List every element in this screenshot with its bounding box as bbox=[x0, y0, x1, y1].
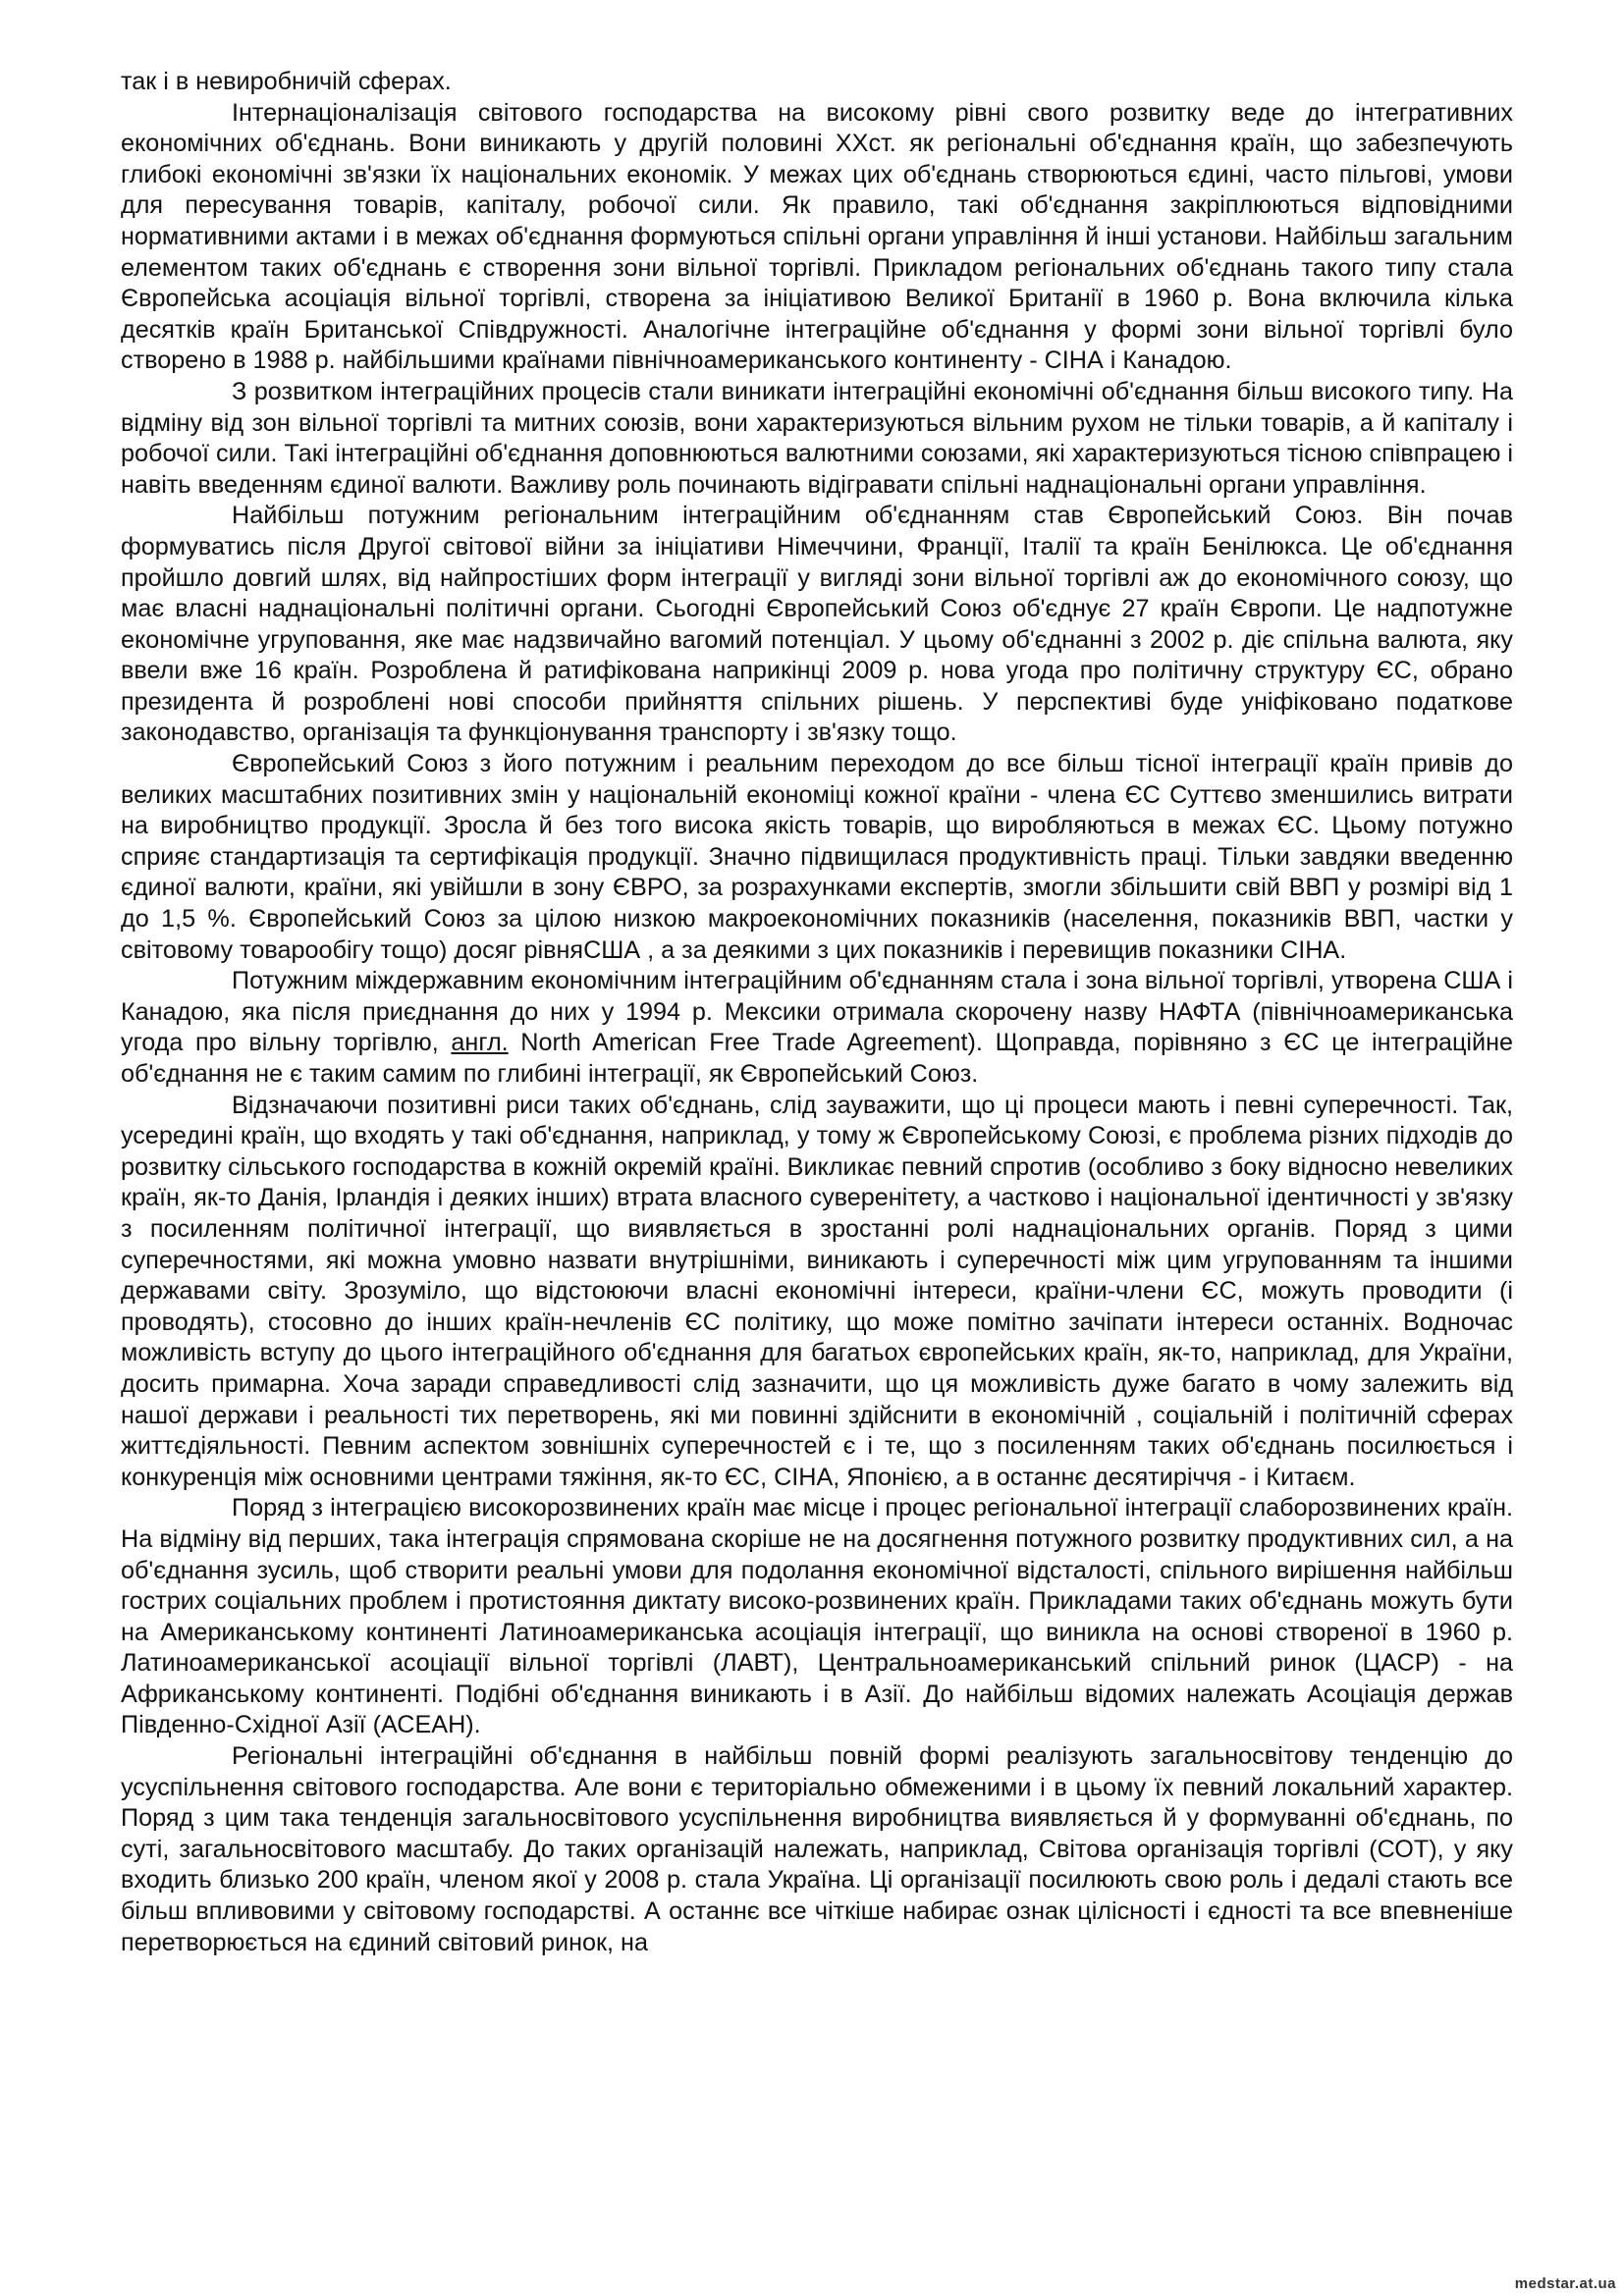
paragraph-european-union: Найбільш потужним регіональним інтеграційним об'єднанням став Європейський Союз. Він почав формуватись після Другої світової війни за ініціативи Німеччини, Франції, Італії та країн Бенілюкса. Це об'єднання пройшло довгий шлях, від найпростіших форм інтеграції у вигляді зони вільної торгівлі аж до економічного союзу, що має власні наднаціональні політичні органи. Сьогодні Європейський Союз об'єднує 27 країн Європи. Це надпотужне економічне угруповання, яке має надзвичайно вагомий потенціал. У цьому об'єднанні з 2002 р. діє спільна валюта, яку ввели вже 16 країн. Розроблена й ратифікована наприкінці 2009 р. нова угода про політичну структуру ЄС, обрано президента й розроблені нові способи прийняття спільних рішень. У перспективі буде уніфіковано податкове законодавство, організація та функціонування транспорту і зв'язку тощо. bbox=[121, 502, 1513, 747]
nafta-text-after-link: North American Free Trade Agreement). Щоправда, порівняно з ЄС це інтеграційне об'єднання не є таким самим по глибині інтеграції, як Європейський Союз. bbox=[121, 1029, 1513, 1088]
paragraph-eu-effects: Європейський Союз з його потужним і реальним переходом до все більш тісної інтеграції країн привів до великих масштабних позитивних змін у національній економіці кожної країни - члена ЄС Суттєво зменшились витрати на виробництво продукції. Зросла й без того висока якість товарів, що виробляються в межах ЄС. Цьому потужно сприяє стандартизація та сертифікація продукції. Значно підвищилася продуктивність праці. Тільки завдяки введенню єдиної валюти, країни, які увійшли в зону ЄВРО, за розрахунками експертів, змогли збільшити свій ВВП у розмірі від 1 до 1,5 %. Європейський Союз за цілою низкою макроекономічних показників (населення, показників ВВП, частки у світовому товарообігу тощо) досяг рівняСША , а за деякими з цих показників і перевищив показники СІНА. bbox=[121, 750, 1513, 964]
document-body bbox=[121, 67, 1513, 1958]
paragraph-global-organizations: Регіональні інтеграційні об'єднання в найбільш повній формі реалізують загальносвітову тенденцію до усуспільнення світового господарства. Але вони є територіально обмеженими і в цьому їх певний локальний характер. Поряд з цим така тенденція загальносвітового усуспільнення виробництва виявляється й у формуванні об'єднань, по суті, загальносвітового масштабу. До таких організацій належать, наприклад, Світова організація торгівлі (СОТ), у яку входить близько 200 країн, членом якої у 2008 р. стала Україна. Ці організації посилюють свою роль і дедалі стають все більш впливовими у світовому господарстві. А останнє все чіткіше набирає ознак цілісності і єдності та все впевненіше перетворюється на єдиний світовий ринок, на bbox=[121, 1742, 1513, 1956]
paragraph-integration-types: З розвитком інтеграційних процесів стали виникати інтеграційні економічні об'єднання більш високого типу. На відміну від зон вільної торгівлі та митних союзів, вони характеризуються вільним рухом не тільки товарів, а й капіталу і робочої сили. Такі інтеграційні об'єднання доповнюються валютними союзами, які характеризуються тісною співпрацею і навіть введенням єдиної валюти. Важливу роль починають відігравати спільні наднаціональні органи управління. bbox=[121, 377, 1513, 499]
paragraph-developing-countries: Поряд з інтеграцією високорозвинених країн має місце і процес регіональної інтеграції слаборозвинених країн. На відміну від перших, така інтеграція спрямована скоріше не на досягнення потужного розвитку продуктивних сил, а на об'єднання зусиль, щоб створити реальні умови для подолання економічної відсталості, спільного вирішення найбільш гострих соціальних проблем і протистояння диктату високо-розвинених країн. Прикладами таких об'єднань можуть бути на Американському континенті Латиноамериканська асоціація інтеграції, що виникла на основі створеної в 1960 р. Латиноамериканської асоціації вільної торгівлі (ЛАВТ), Центральноамериканський спільний ринок (ЦАСР) - на Африканському континенті. Подібні об'єднання виникають і в Азії. До найбільш відомих належать Асоціація держав Південно-Східної Азії (АСЕАН). bbox=[121, 1494, 1513, 1739]
site-watermark: medstar.at.ua bbox=[1514, 2275, 1616, 2292]
paragraph-contradictions: Відзначаючи позитивні риси таких об'єднань, слід зауважити, що ці процеси мають і певні суперечності. Так, усередині країн, що входять у такі об'єднання, наприклад, у тому ж Європейському Союзі, є проблема різних підходів до розвитку сільського господарства в кожній окремій країні. Викликає певний спротив (особливо з боку відносно невеликих країн, як-то Данія, Ірландія і деяких інших) втрата власного суверенітету, а частково і національної ідентичності у зв'язку з посиленням політичної інтеграції, що виявляється в зростанні ролі наднаціональних органів. Поряд з цими суперечностями, які можна умовно назвати внутрішніми, виникають і суперечності між цим угрупованням та іншими державами світу. Зрозуміло, що відстоюючи власні економічні інтереси, країни-члени ЄС, можуть проводити (і проводять), стосовно до інших країн-нечленів ЄС політику, що може помітно зачіпати інтереси останніх. Водночас можливість вступу до цього інтеграційного об'єднання для багатьох європейських країн, як-то, наприклад, для України, досить примарна. Хоча заради справедливості слід зазначити, що ця можливість дуже багато в чому залежить від нашої держави і реальності тих перетворень, які ми повинні здійснити в економічній , соціальній і політичній сферах життєдіяльності. Певним аспектом зовнішніх суперечностей є і те, що з посиленням таких об'єднань посилюється і конкуренція між основними центрами тяжіння, як-то ЄС, СІНА, Японією, а в останнє десятиріччя - і Китаєм. bbox=[121, 1091, 1513, 1491]
nafta-text-before-link: Потужним міждержавним економічним інтеграційним об'єднанням стала і зона вільної торгівлі, утворена США і Канадою, яка після приєднання до них у 1994 р. Мексики отримала скорочену назву НАФТА (північноамериканська угода про вільну торгівлю, bbox=[121, 967, 1513, 1057]
paragraph-internationalization: Інтернаціоналізація світового господарства на високому рівні свого розвитку веде до інтегративних економічних об'єднань. Вони виникають у другій половині ХХст. як регіональні об'єднання країн, що забезпечують глибокі економічні зв'язки їх національних економік. У межах цих об'єднань створюються єдині, часто пільгові, умови для пересування товарів, капіталу, робочої сили. Як правило, такі об'єднання закріплюються відповідними нормативними актами і в межах об'єднання формуються спільні органи управління й інші установи. Найбільш загальним елементом таких об'єднань є створення зони вільної торгівлі. Прикладом регіональних об'єднань такого типу стала Європейська асоціація вільної торгівлі, створена за ініціативою Великої Британії в 1960 р. Вона включила кілька десятків країн Британської Співдружності. Аналогічне інтеграційне об'єднання у формі зони вільної торгівлі було створено в 1988 р. найбільшими країнами північноамериканського континенту - СІНА і Канадою. bbox=[121, 98, 1513, 375]
paragraph-nafta bbox=[121, 966, 1513, 1090]
paragraph-continuation: так і в невиробничій сферах. bbox=[121, 68, 452, 95]
english-abbreviation-link[interactable]: англ. bbox=[451, 1029, 509, 1057]
